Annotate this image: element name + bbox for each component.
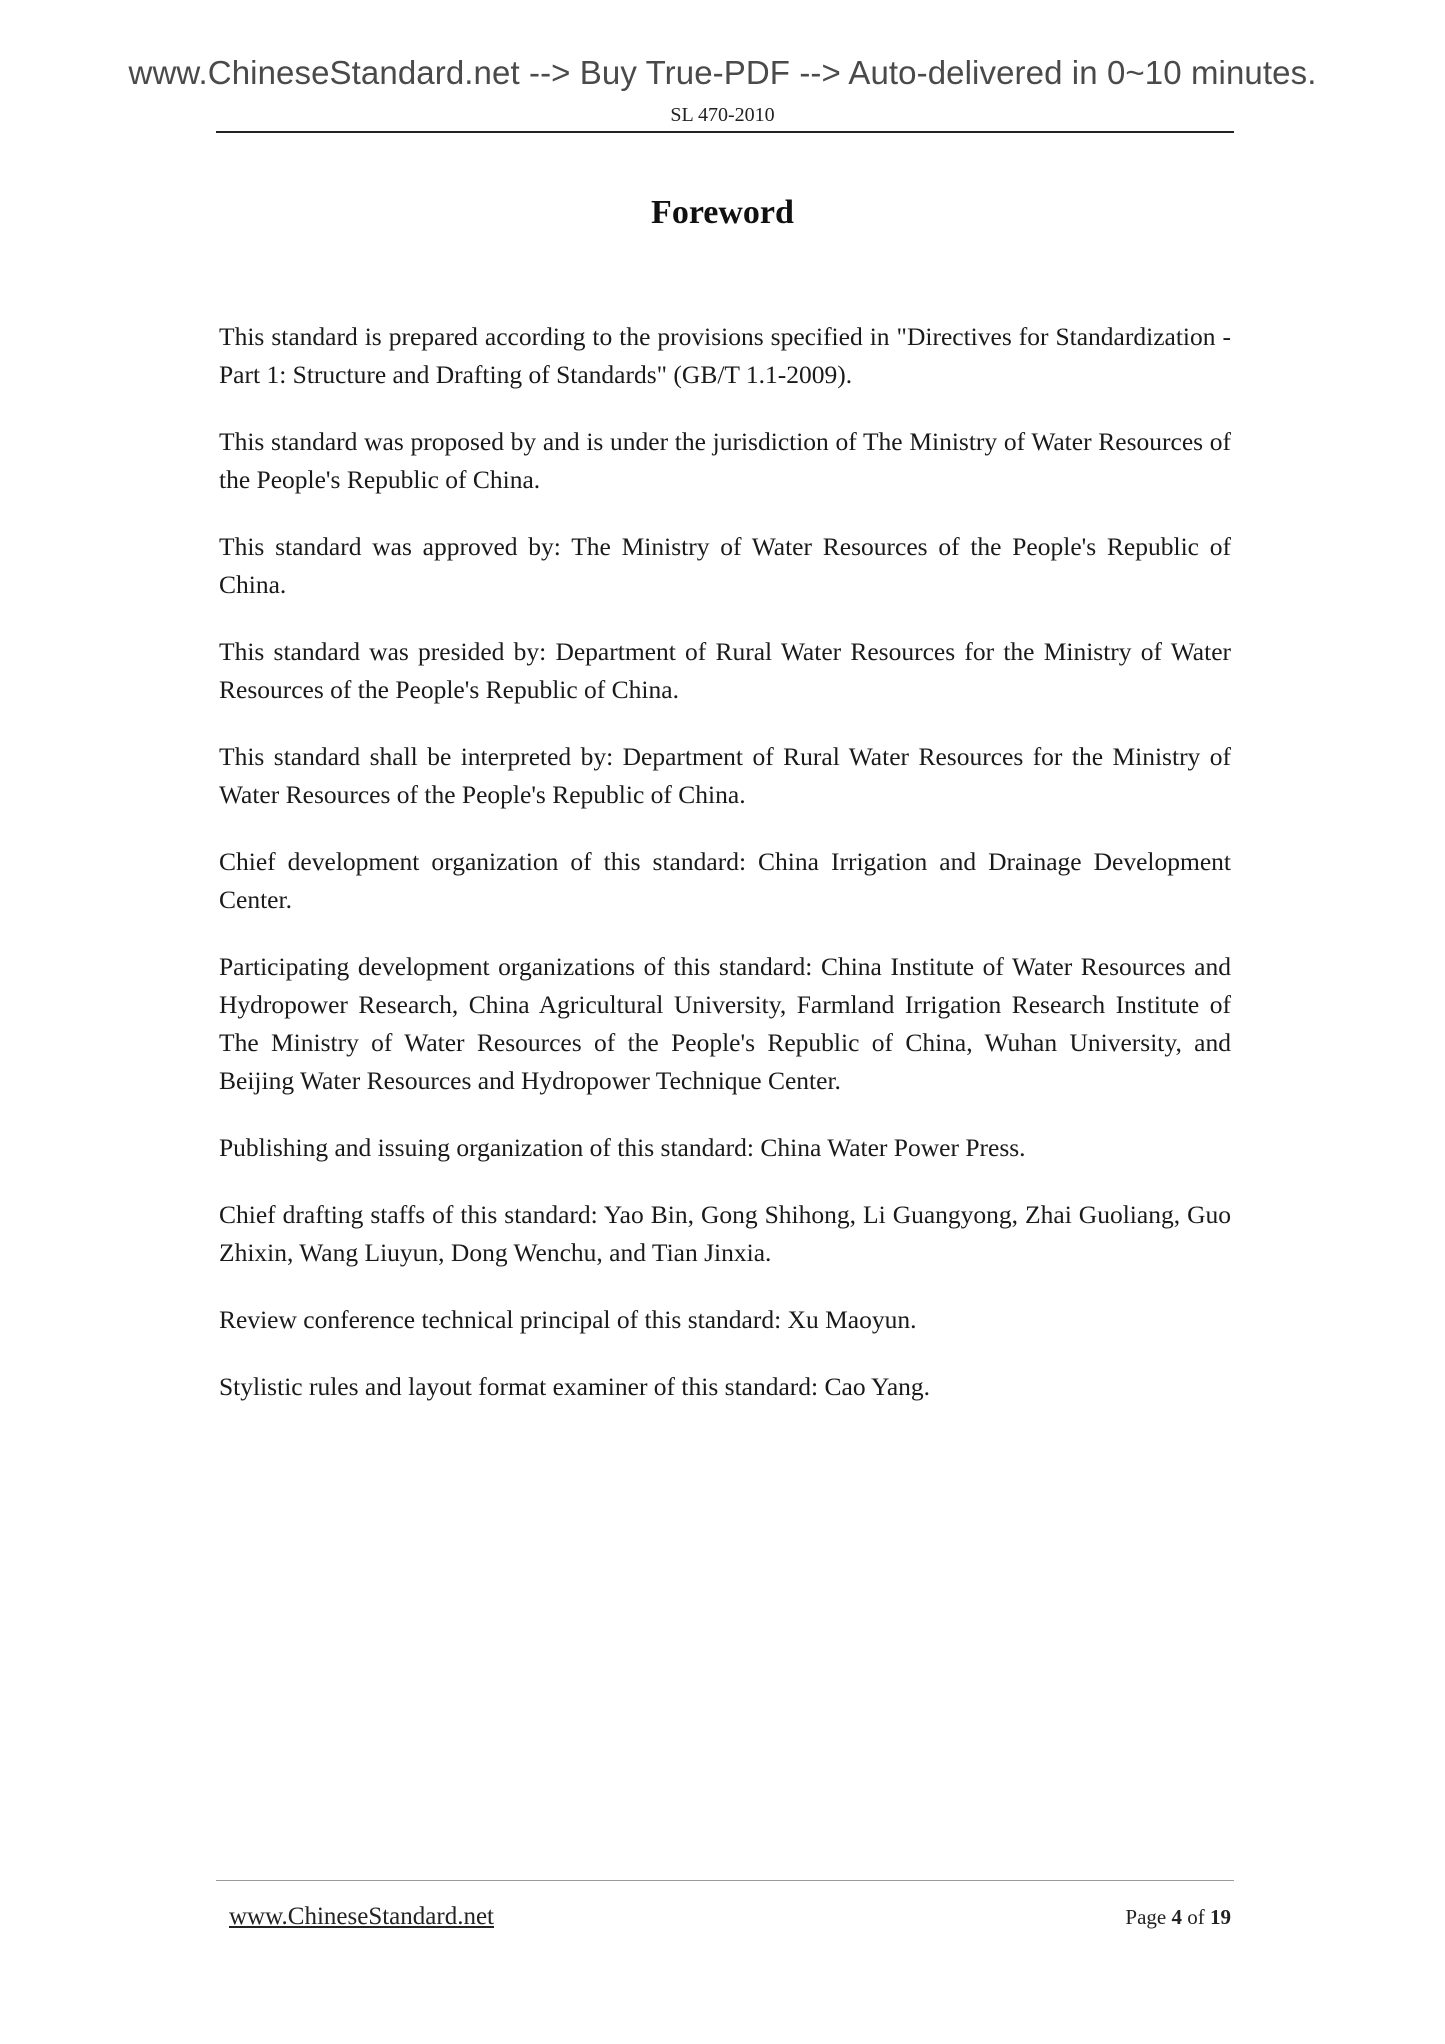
paragraph: Stylistic rules and layout format examiner of this standard: Cao Yang. [219, 1372, 931, 1401]
paragraph: Participating development organizations of this standard: China Institute of Water Resources and Hydropower Research, China Agricultural University, Farmland Irrigation Research Institute of The Ministry of Water Resources of the People's Republic of China, Wuhan University, and Beijing Water Resources and Hydropower Technique Center. [219, 952, 1231, 1095]
paragraph: This standard shall be interpreted by: Department of Rural Water Resources for the Ministry of Water Resources of the People's Republic of China. [219, 742, 1231, 809]
paragraph: Publishing and issuing organization of this standard: China Water Power Press. [219, 1133, 1026, 1162]
page-current: 4 [1171, 1905, 1182, 1929]
page-total: 19 [1210, 1905, 1231, 1929]
paragraph: This standard is prepared according to the provisions specified in "Directives for Standardization - Part 1: Structure and Drafting of Standards" (GB/T 1.1-2009). [219, 322, 1231, 389]
footer-website-link[interactable]: www.ChineseStandard.net [229, 1903, 494, 1930]
paragraph: This standard was presided by: Department of Rural Water Resources for the Ministry of Water Resources of the People's Republic of China. [219, 637, 1231, 704]
foreword-body [219, 318, 1231, 1435]
page-of: of [1187, 1905, 1205, 1929]
page-number [1125, 1907, 1231, 1928]
footer-divider [216, 1880, 1234, 1881]
paragraph: This standard was approved by: The Ministry of Water Resources of the People's Republic of China. [219, 532, 1231, 599]
header-divider [216, 131, 1234, 133]
page-prefix: Page [1125, 1905, 1167, 1929]
paragraph: Chief drafting staffs of this standard: Yao Bin, Gong Shihong, Li Guangyong, Zhai Guoliang, Guo Zhixin, Wang Liuyun, Dong Wenchu, and Tian Jinxia. [219, 1200, 1231, 1267]
standard-code: SL 470-2010 [670, 104, 775, 126]
paragraph: Chief development organization of this standard: China Irrigation and Drainage Development Center. [219, 847, 1231, 914]
paragraph: This standard was proposed by and is under the jurisdiction of The Ministry of Water Resources of the People's Republic of China. [219, 427, 1231, 494]
promo-banner[interactable]: www.ChineseStandard.net --> Buy True-PDF --> Auto-delivered in 0~10 minutes. [128, 54, 1317, 91]
paragraph: Review conference technical principal of this standard: Xu Maoyun. [219, 1305, 917, 1334]
page-title: Foreword [651, 194, 794, 231]
